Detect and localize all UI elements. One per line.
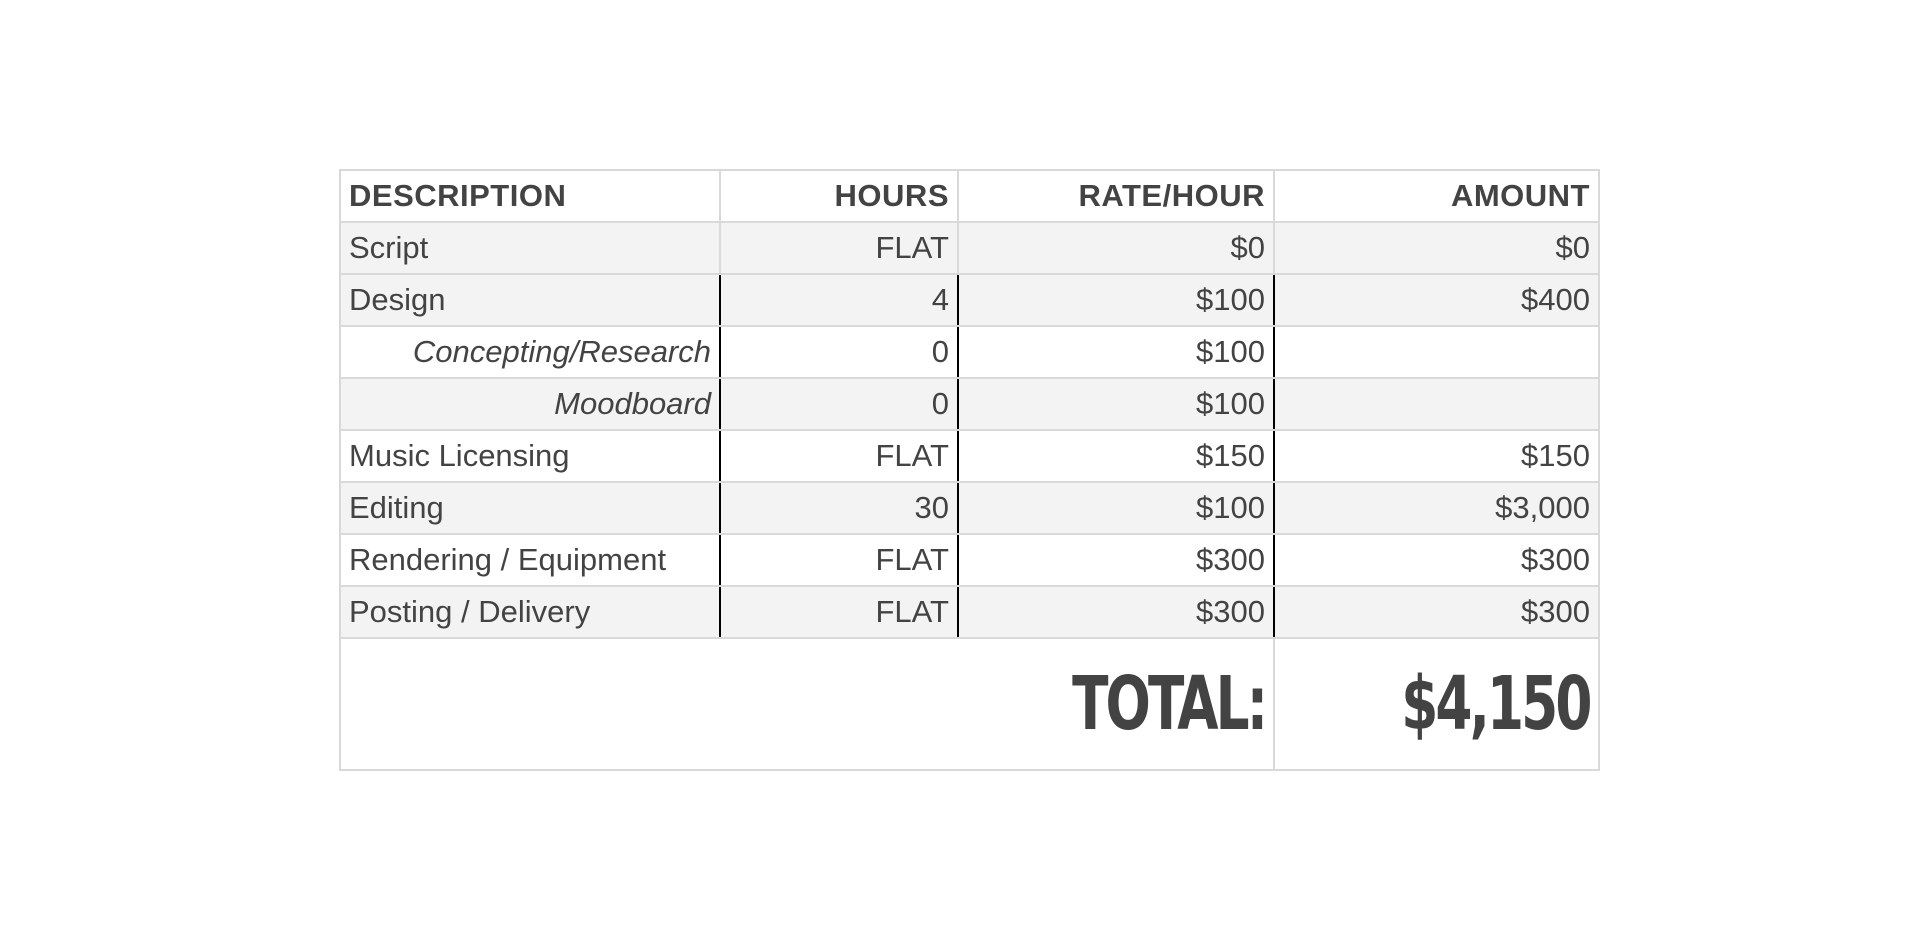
header-hours: HOURS — [720, 170, 958, 222]
cell-amount — [1274, 326, 1599, 378]
cell-amount: $300 — [1274, 586, 1599, 638]
total-row — [340, 638, 1599, 770]
cell-hours: 0 — [720, 378, 958, 430]
cell-rate: $100 — [958, 378, 1274, 430]
header-row — [340, 170, 1599, 222]
cell-hours: FLAT — [720, 586, 958, 638]
cell-hours: 30 — [720, 482, 958, 534]
table-row — [340, 534, 1599, 586]
cell-rate: $0 — [958, 222, 1274, 274]
cell-description-sub: Concepting/Research — [340, 326, 720, 378]
cell-amount: $0 — [1274, 222, 1599, 274]
cell-hours: FLAT — [720, 222, 958, 274]
cell-rate: $300 — [958, 534, 1274, 586]
table-row — [340, 326, 1599, 378]
cell-hours: 0 — [720, 326, 958, 378]
table-row — [340, 430, 1599, 482]
cell-rate: $100 — [958, 274, 1274, 326]
cell-description: Design — [340, 274, 720, 326]
total-label-cell — [340, 638, 1274, 770]
cell-description-sub: Moodboard — [340, 378, 720, 430]
cell-hours: FLAT — [720, 534, 958, 586]
cell-rate: $300 — [958, 586, 1274, 638]
invoice-sheet — [339, 169, 1598, 771]
cell-hours: FLAT — [720, 430, 958, 482]
cell-amount: $300 — [1274, 534, 1599, 586]
header-description: DESCRIPTION — [340, 170, 720, 222]
invoice-table — [339, 169, 1600, 771]
cell-description: Music Licensing — [340, 430, 720, 482]
cell-amount: $400 — [1274, 274, 1599, 326]
cell-rate: $150 — [958, 430, 1274, 482]
total-label: TOTAL: — [1071, 661, 1265, 747]
total-value-cell — [1274, 638, 1599, 770]
cell-description: Rendering / Equipment — [340, 534, 720, 586]
cell-description: Script — [340, 222, 720, 274]
cell-rate: $100 — [958, 482, 1274, 534]
cell-amount — [1274, 378, 1599, 430]
table-row — [340, 482, 1599, 534]
cell-amount: $150 — [1274, 430, 1599, 482]
table-row — [340, 586, 1599, 638]
table-row — [340, 222, 1599, 274]
header-rate: RATE/HOUR — [958, 170, 1274, 222]
total-value: $4,150 — [1401, 661, 1590, 747]
cell-description: Posting / Delivery — [340, 586, 720, 638]
header-amount: AMOUNT — [1274, 170, 1599, 222]
cell-description: Editing — [340, 482, 720, 534]
cell-amount: $3,000 — [1274, 482, 1599, 534]
cell-rate: $100 — [958, 326, 1274, 378]
table-row — [340, 274, 1599, 326]
cell-hours: 4 — [720, 274, 958, 326]
table-row — [340, 378, 1599, 430]
